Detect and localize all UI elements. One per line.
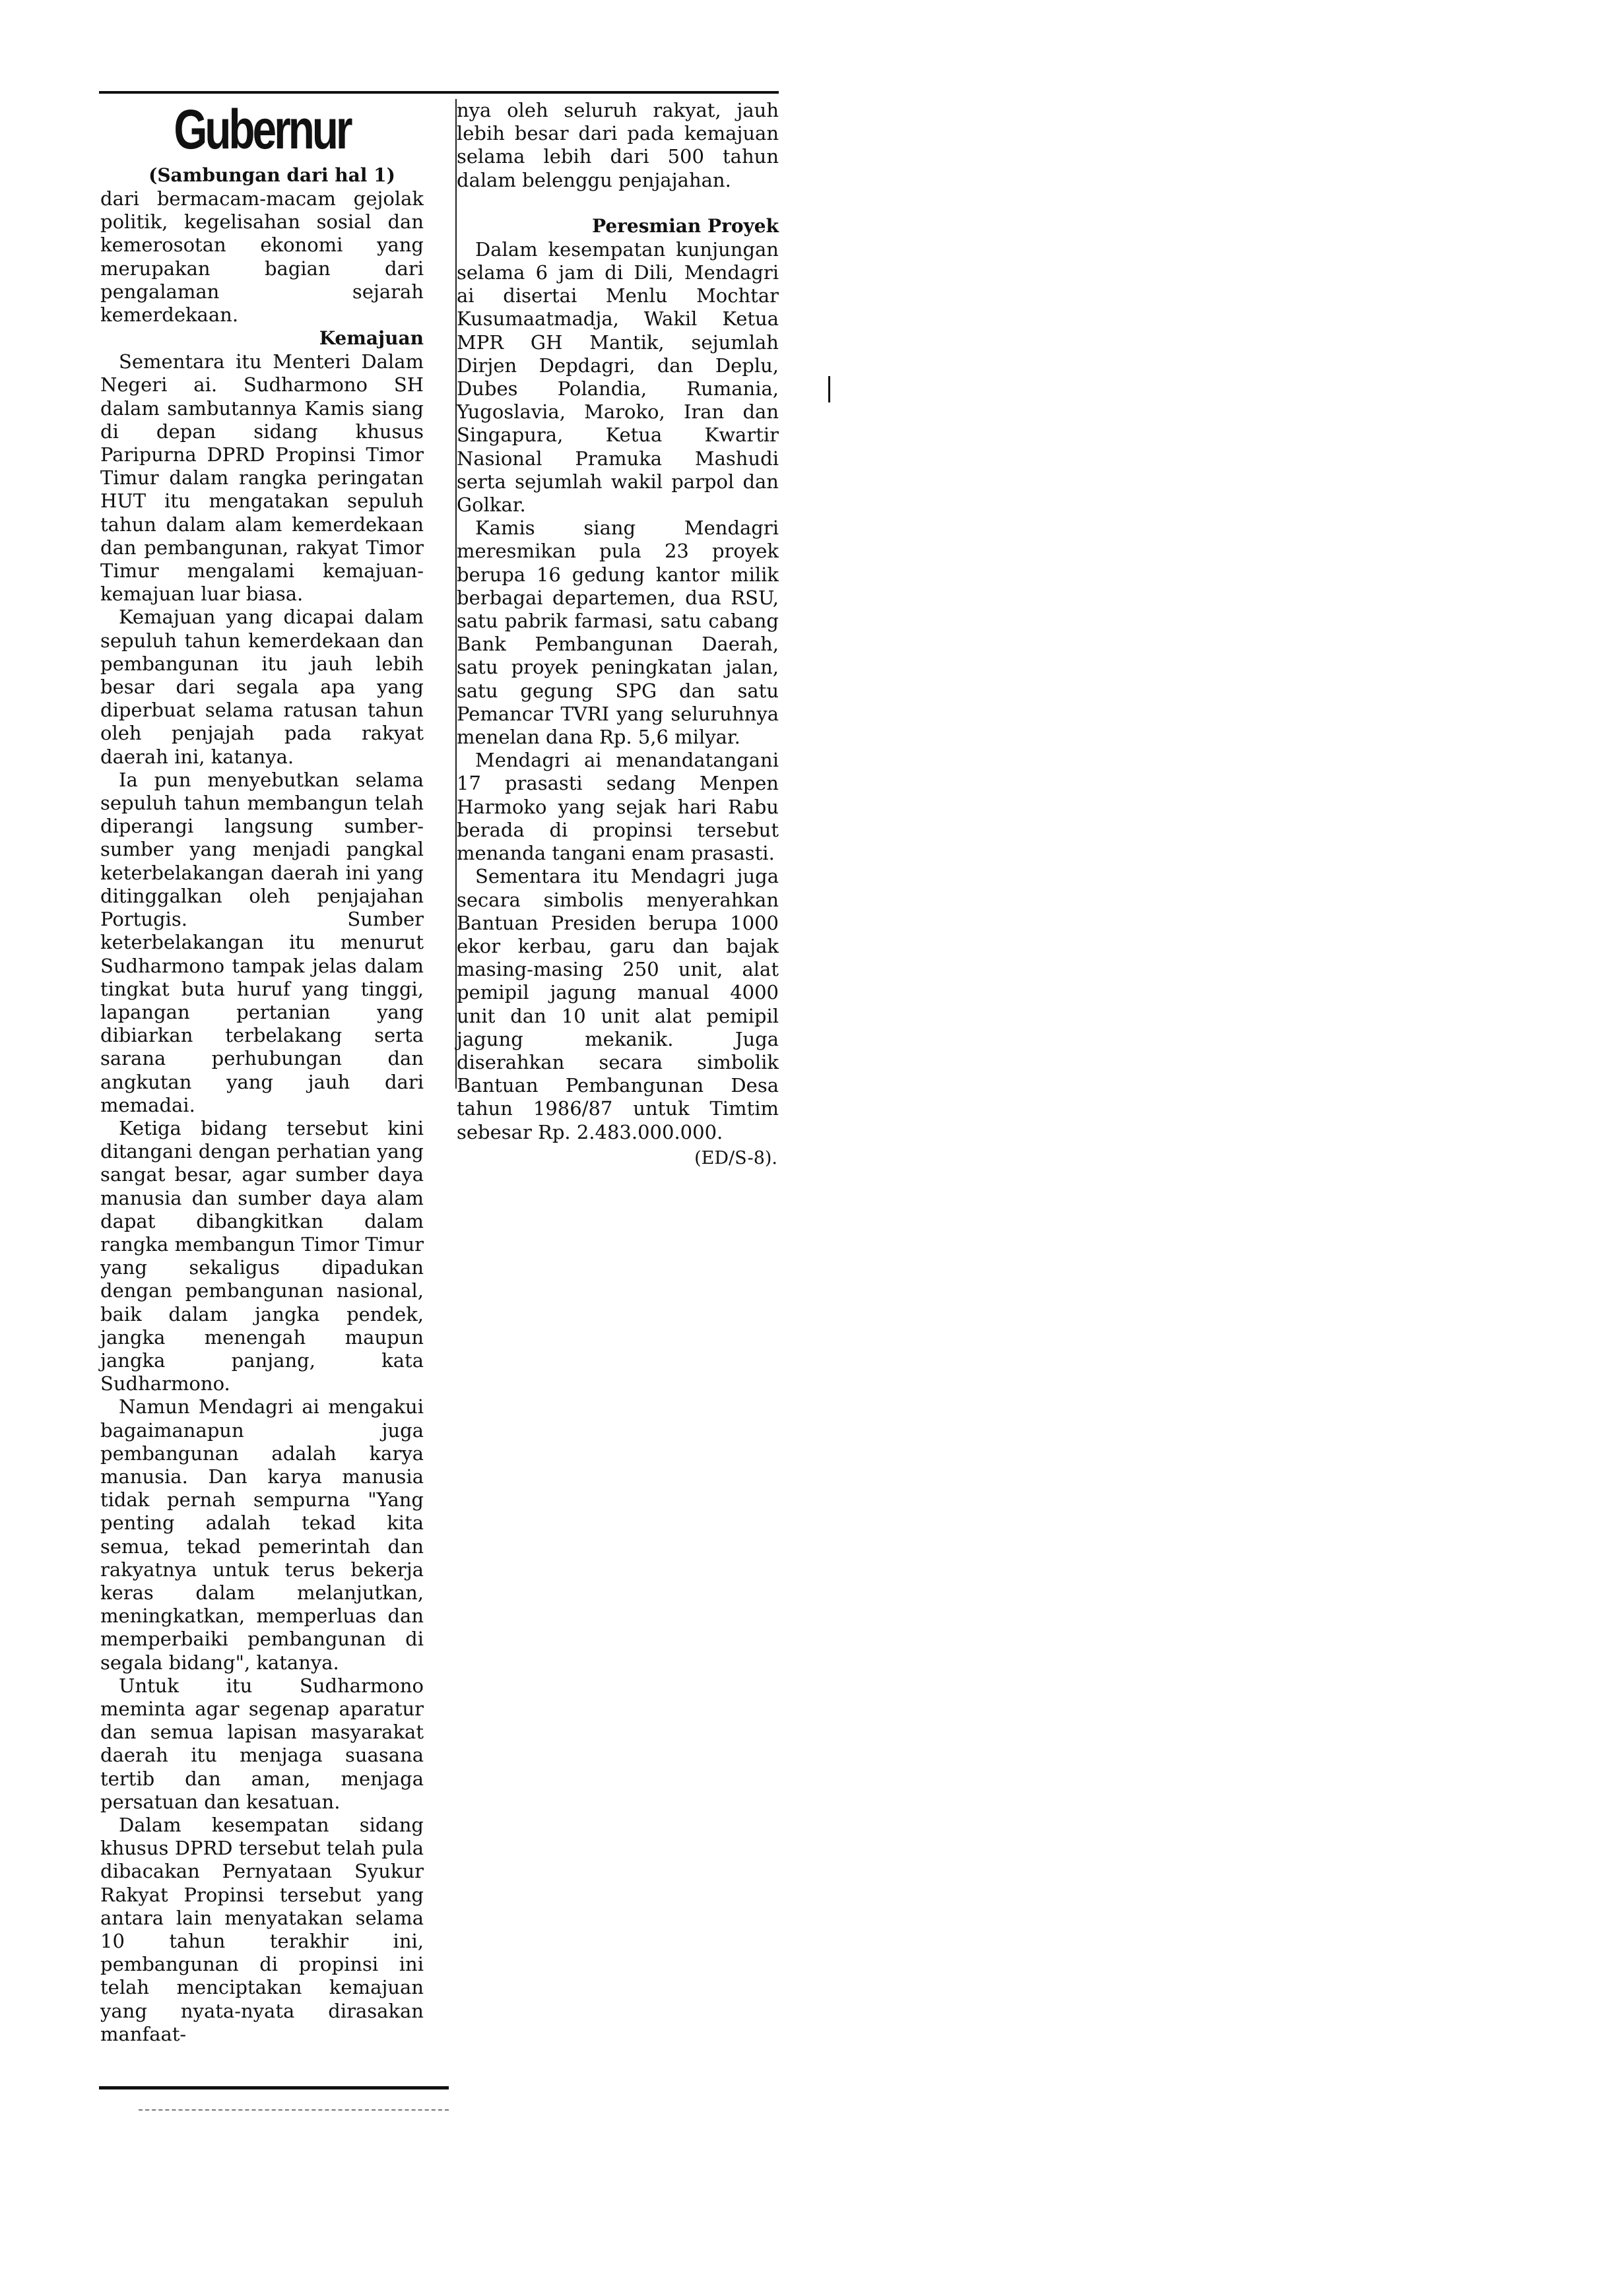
bottom-dashed-rule <box>139 2109 449 2111</box>
paragraph: Ketiga bidang tersebut kini ditangani dengan perhatian yang sangat besar, agar sumber daya manusia dan sumber daya alam dapat dibangkitkan dalam rangka membangun Timor Timur yang sekaligus dipadukan dengan pembangunan nasional, baik dalam jangka pendek, jangka menengah maupun jangka panjang, kata Sudharmono. <box>100 1116 424 1395</box>
paragraph: Sementara itu Mendagri juga secara simbolis menyerahkan Bantuan Presiden berupa 1000 ekor kerbau, garu dan bajak masing-masing 250 unit, alat pemipil jagung manual 4000 unit dan 10 unit alat pemipil jagung mekanik. Juga diserahkan secara simbolik Bantuan Pembangunan Desa tahun 1986/87 untuk Timtim sebesar Rp. 2.483.000.000. <box>457 865 779 1143</box>
headline: Gubernur <box>174 98 350 160</box>
subheading-peresmian-proyek: Peresmian Proyek <box>592 214 779 237</box>
paragraph: Kamis siang Mendagri meresmikan pula 23 proyek berupa 16 gedung kantor milik berbagai departemen, dua RSU, satu pabrik farmasi, satu cabang Bank Pembangunan Daerah, satu proyek peningkatan jalan, satu gegung SPG dan satu Pemancar TVRI yang seluruhnya menelan dana Rp. 5,6 milyar. <box>457 517 779 749</box>
article-left-column <box>100 98 424 2046</box>
paragraph: Ia pun menyebutkan selama sepuluh tahun membangun telah diperangi langsung sumber-sumber yang menjadi pangkal keterbelakangan daerah ini yang ditinggalkan oleh penjajahan Portugis. Sumber keterbelakangan itu menurut Sudharmono tampak jelas dalam tingkat buta huruf yang tinggi, lapangan pertanian yang dibiarkan terbelakang serta sarana perhubungan dan angkutan yang jauh dari memadai. <box>100 768 424 1116</box>
article-right-column <box>457 99 779 1170</box>
margin-mark <box>828 376 830 402</box>
paragraph: Dalam kesempatan sidang khusus DPRD tersebut telah pula dibacakan Pernyataan Syukur Rakyat Propinsi tersebut yang antara lain menyatakan selama 10 tahun terakhir ini, pembangunan di propinsi ini telah menciptakan kemajuan yang nyata-nyata dirasakan manfaat- <box>100 1814 424 2045</box>
paragraph: Mendagri ai menandatangani 17 prasasti sedang Menpen Harmoko yang sejak hari Rabu berada di propinsi tersebut menanda tangani enam prasasti. <box>457 749 779 865</box>
paragraph: Sementara itu Menteri Dalam Negeri ai. Sudharmono SH dalam sambutannya Kamis siang di depan sidang khusus Paripurna DPRD Propinsi Timor Timur dalam rangka peringatan HUT itu mengatakan sepuluh tahun dalam alam kemerdekaan dan pembangunan, rakyat Timor Timur mengalami kemajuan-kemajuan luar biasa. <box>100 350 424 606</box>
author-initials: (ED/S-8). <box>694 1147 777 1168</box>
paragraph: dari bermacam-macam gejolak politik, kegelisahan sosial dan kemerosotan ekonomi yang merupakan bagian dari pengalaman sejarah kemerdekaan. <box>100 187 424 327</box>
paragraph: Namun Mendagri ai mengakui bagaimanapun juga pembangunan adalah karya manusia. Dan karya manusia tidak pernah sempurna "Yang penting adalah tekad kita semua, tekad pemerintah dan rakyatnya untuk terus bekerja keras dalam melanjutkan, meningkatkan, memperluas dan memperbaiki pembangunan di segala bidang", katanya. <box>100 1395 424 1674</box>
top-rule <box>99 91 779 94</box>
paragraph: Untuk itu Sudharmono meminta agar segenap aparatur dan semua lapisan masyarakat daerah itu menjaga suasana tertib dan aman, menjaga persatuan dan kesatuan. <box>100 1674 424 1813</box>
paragraph: nya oleh seluruh rakyat, jauh lebih besar dari pada kemajuan selama lebih dari 500 tahun dalam belenggu penjajahan. <box>457 99 779 191</box>
paragraph: Dalam kesempatan kunjungan selama 6 jam di Dili, Mendagri ai disertai Menlu Mochtar Kusumaatmadja, Wakil Ketua MPR GH Mantik, sejumlah Dirjen Depdagri, dan Deplu, Dubes Polandia, Rumania, Yugoslavia, Maroko, Iran dan Singapura, Ketua Kwartir Nasional Pramuka Mashudi serta sejumlah wakil parpol dan Golkar. <box>457 238 779 517</box>
paragraph: Kemajuan yang dicapai dalam sepuluh tahun kemerdekaan dan pembangunan itu jauh lebih besar dari segala apa yang diperbuat selama ratusan tahun oleh penjajah pada rakyat daerah ini, katanya. <box>100 606 424 768</box>
bottom-rule <box>99 2086 449 2089</box>
continuation-note: (Sambungan dari hal 1) <box>148 164 395 186</box>
subheading-kemajuan: Kemajuan <box>319 327 424 350</box>
